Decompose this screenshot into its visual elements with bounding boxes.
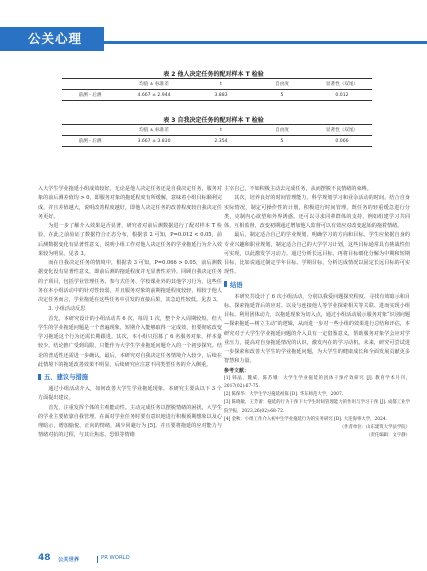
right-column bbox=[224, 185, 410, 440]
table3-cell: 前测 - 后测 bbox=[62, 136, 118, 147]
header bbox=[0, 0, 427, 52]
paragraph: 首先，本研究设计的小组活动共 6 次，每周 1 次，整个介入周期较短。但大学生的学业拖延问题是一个普遍现象，短期介入能够取得一定成效，但要彻底改变学习拖延这个行为还需长期跟进。其次，本小组只招募了 6 名服务对象，样本量较少，结论推广受到局限，只能作为大学生学业拖延问题介入的一个初步探究。结论的普适性还需进一步确认。最后，本研究对自我决定任务情境介入较少，后续在此情境下的拖延改善效果不明显，后续研究应注意不同类型任务的介入侧重。 bbox=[38, 315, 222, 368]
table2-caption: 表 2 他人决定任务的配对样本 T 检验 bbox=[163, 71, 264, 78]
reference-item: [3] 陈晓敏，王芳蕾：拖延的行为干预下大学生时间管理能力的作用与学习干预 [J]. 成都工业学院学报，2023,26(02):68-72. bbox=[224, 400, 410, 414]
table3-caption: 表 3 自我决定任务的配对样本 T 检验 bbox=[163, 117, 264, 124]
table3-cell: 5 bbox=[252, 136, 312, 147]
references-title: 参考文献： bbox=[224, 367, 250, 374]
paragraph: 最后，制定适合自己的学业规划，明确学习的方向和目标。学生应依据自身的专业兴趣和职业规划，制定适合自己的大学学习计划，这些目标通常具有挑战性但可实现，以此激发学习动力。通过分析长远目标，再将目标细化分解为中期和短期目标，比如说通过制定学年目标、学期目标，分析达成情况以固定长远目标的可实现性。 bbox=[224, 232, 410, 276]
section-heading bbox=[224, 281, 410, 290]
paragraph: 入大学生学业拖延小组成效较好。无论是他人决定任务还是自我决定任务，服务对象的前后测差值均 > 0，即服务对象的拖延程度有所缓解，意味着小组目标顺利完成，并且差值越大，说明改善程度越好，即他人决定任务的改善程度较自我决定任务更好。 bbox=[38, 186, 222, 220]
table3-cell: 0.066 bbox=[312, 136, 372, 147]
paragraph: 其次，培养良好的时间管理能力，科学规划学习和业余活动的时间。结合自身实际情况，制定可操作性的计划，积极进行时间管理，既任务的轻重缓急进行分类，克制内心欲望和外界诱惑。还可以寻求同辈群体的支持，例如组建学习共同体，互相监督，改变初期通过增加他人监督可以有效应对改变起始的拖着情绪。 bbox=[224, 195, 410, 229]
table2-cell: 前测 - 后测 bbox=[62, 90, 118, 101]
section-heading bbox=[38, 373, 222, 382]
reference-item: [4] 金秋：小组工作介入初中生学业拖延行为的实务研究 [D]. 大连海事大学，2024. bbox=[224, 416, 388, 422]
paragraph: 首先，注重发挥个体的主观能动性。主动完成任务以摆脱情绪的困扰，大学生的学业主要依靠自我管理，在面对学业任务时要有意识地进行积极预期想象以及心理暗示，增加愉悦、正向的情绪，减少回避行为 [5]。并且要将拖延的应对能力与情绪对抗的过程，与其让焦虑、恐惧等情绪 bbox=[38, 404, 222, 439]
table3-header-cell: 自由度 bbox=[252, 125, 312, 136]
page-number: 48 bbox=[38, 553, 51, 563]
heading-marker bbox=[224, 281, 227, 287]
reference-item: [2] 陈保华：大学生学习拖延初探 [D]. 华东师范大学，2007. bbox=[224, 392, 344, 398]
heading-marker bbox=[38, 374, 41, 380]
magazine-name: 公关世界 bbox=[58, 557, 80, 563]
table3-cell: 3.667 ± 3.830 bbox=[118, 136, 190, 147]
table2-cell: 5 bbox=[252, 90, 312, 101]
paragraph: 本研究共设计了 6 次小组活动，分别以我爱问题探究程度、寻找有效暗示和目标、探索拖延背后的应对、以及与连接他人等学业探索相关等关联、进而实现小组目标。利用团体动力，以拖延现象为切入点，通过小组活动展示服务对象“识别问题—探索拖延—树立主动”的逻辑，从而进一步对一些小组的效果进行总结和评估，本研究对于大学生学业拖延问题的介入具有一定借鉴意义，帮助服务对象学会应对学业压力，提高对自身拖延情况的认识，激发内在的学习动机。未来，研究可尝试进一步探索和改善大学生的学业拖延问题，为大学生的健康成长和全面发展贡献更多智慧和力量。 bbox=[224, 293, 410, 365]
table3-header-cell: t bbox=[190, 125, 252, 136]
author-affiliation: （作者单位：山东建筑大学法学院） bbox=[339, 424, 410, 430]
table2-header-cell: 均值 ± 标准差 bbox=[118, 79, 190, 90]
table2-cell: 3.883 bbox=[190, 90, 252, 101]
left-column bbox=[38, 185, 222, 441]
table2-header-cell: t bbox=[190, 79, 252, 90]
editor-credit: （责任编辑：文宇静） bbox=[366, 433, 410, 439]
table3-header-cell: 均值 ± 标准差 bbox=[118, 125, 190, 136]
section-brand: 公关心理 bbox=[0, 27, 104, 51]
table2-cell: 4.667 ± 2.944 bbox=[118, 90, 190, 101]
table3-header-cell: 显著性（双尾） bbox=[312, 125, 372, 136]
magazine-name-en: PR WORLD bbox=[101, 555, 130, 561]
table3 bbox=[62, 124, 372, 147]
section-heading-text: 五、建议与措施 bbox=[44, 374, 89, 381]
header-rule bbox=[104, 41, 427, 44]
table3-cell: 2.354 bbox=[190, 136, 252, 147]
footer-divider bbox=[97, 556, 98, 563]
table2-header-cell: 自由度 bbox=[252, 79, 312, 90]
reference-item: [1] 韩晶，魏威，陈苏娥：大学生学业拖延的团体干预疗效研究 [J]. 教育学术月刊，2017(02):67-75. bbox=[224, 375, 410, 389]
paragraph: 主宰自己，不如积极主动去完成任务，从而摆脱不良情绪的束缚。 bbox=[224, 186, 372, 192]
table3-header-cell bbox=[62, 125, 118, 136]
table2-header-row bbox=[62, 79, 372, 90]
table2-header-cell: 显著性（双尾） bbox=[312, 79, 372, 90]
subsection-title: 3. 小组活动反思 bbox=[48, 306, 86, 313]
table2-row bbox=[62, 90, 372, 101]
references bbox=[224, 367, 410, 441]
table3-row bbox=[62, 136, 372, 147]
paragraph: 通过小组活动介入，如何改善大学生学业拖延现象，本研究主要从以下 3 个方面提出建议。 bbox=[38, 386, 222, 402]
paragraph: 而在自我决定任务的情境中，根据表 3 可知，P=0.066 > 0.05，前后测数据变化没有显著性意义，即前后测的拖延程度并无显著性差异。回顾自我决定任务的子项目，包括学业管理任务、参与式任务、学校课业外的其他学习行为，这些任务在本小组活动中的针对性较弱，并且服务对象的前期拖延程度较轻，相较于他人决定任务而言，学业拖延在这些任务中引发的直接后果，其急迫性较低。见表 3。 bbox=[38, 260, 222, 303]
table2 bbox=[62, 78, 372, 101]
table2-header-cell bbox=[62, 79, 118, 90]
footer bbox=[0, 548, 427, 571]
table3-header-row bbox=[62, 125, 372, 136]
table2-cell: 0.012 bbox=[312, 90, 372, 101]
paragraph: 为进一步了解介入效果是否显著，研究者对前后测数据进行了配对样本 T 检验，在此之前验证了数据符合正态分布，根据表 2 可知，P=0.012 < 0.05，前后测数据变化有显著性意义，说明小组工作对他人决定任务的学业拖延行为介入效果较为明显。见表 3。 bbox=[38, 223, 222, 257]
section-heading-text: 结语 bbox=[230, 281, 243, 289]
